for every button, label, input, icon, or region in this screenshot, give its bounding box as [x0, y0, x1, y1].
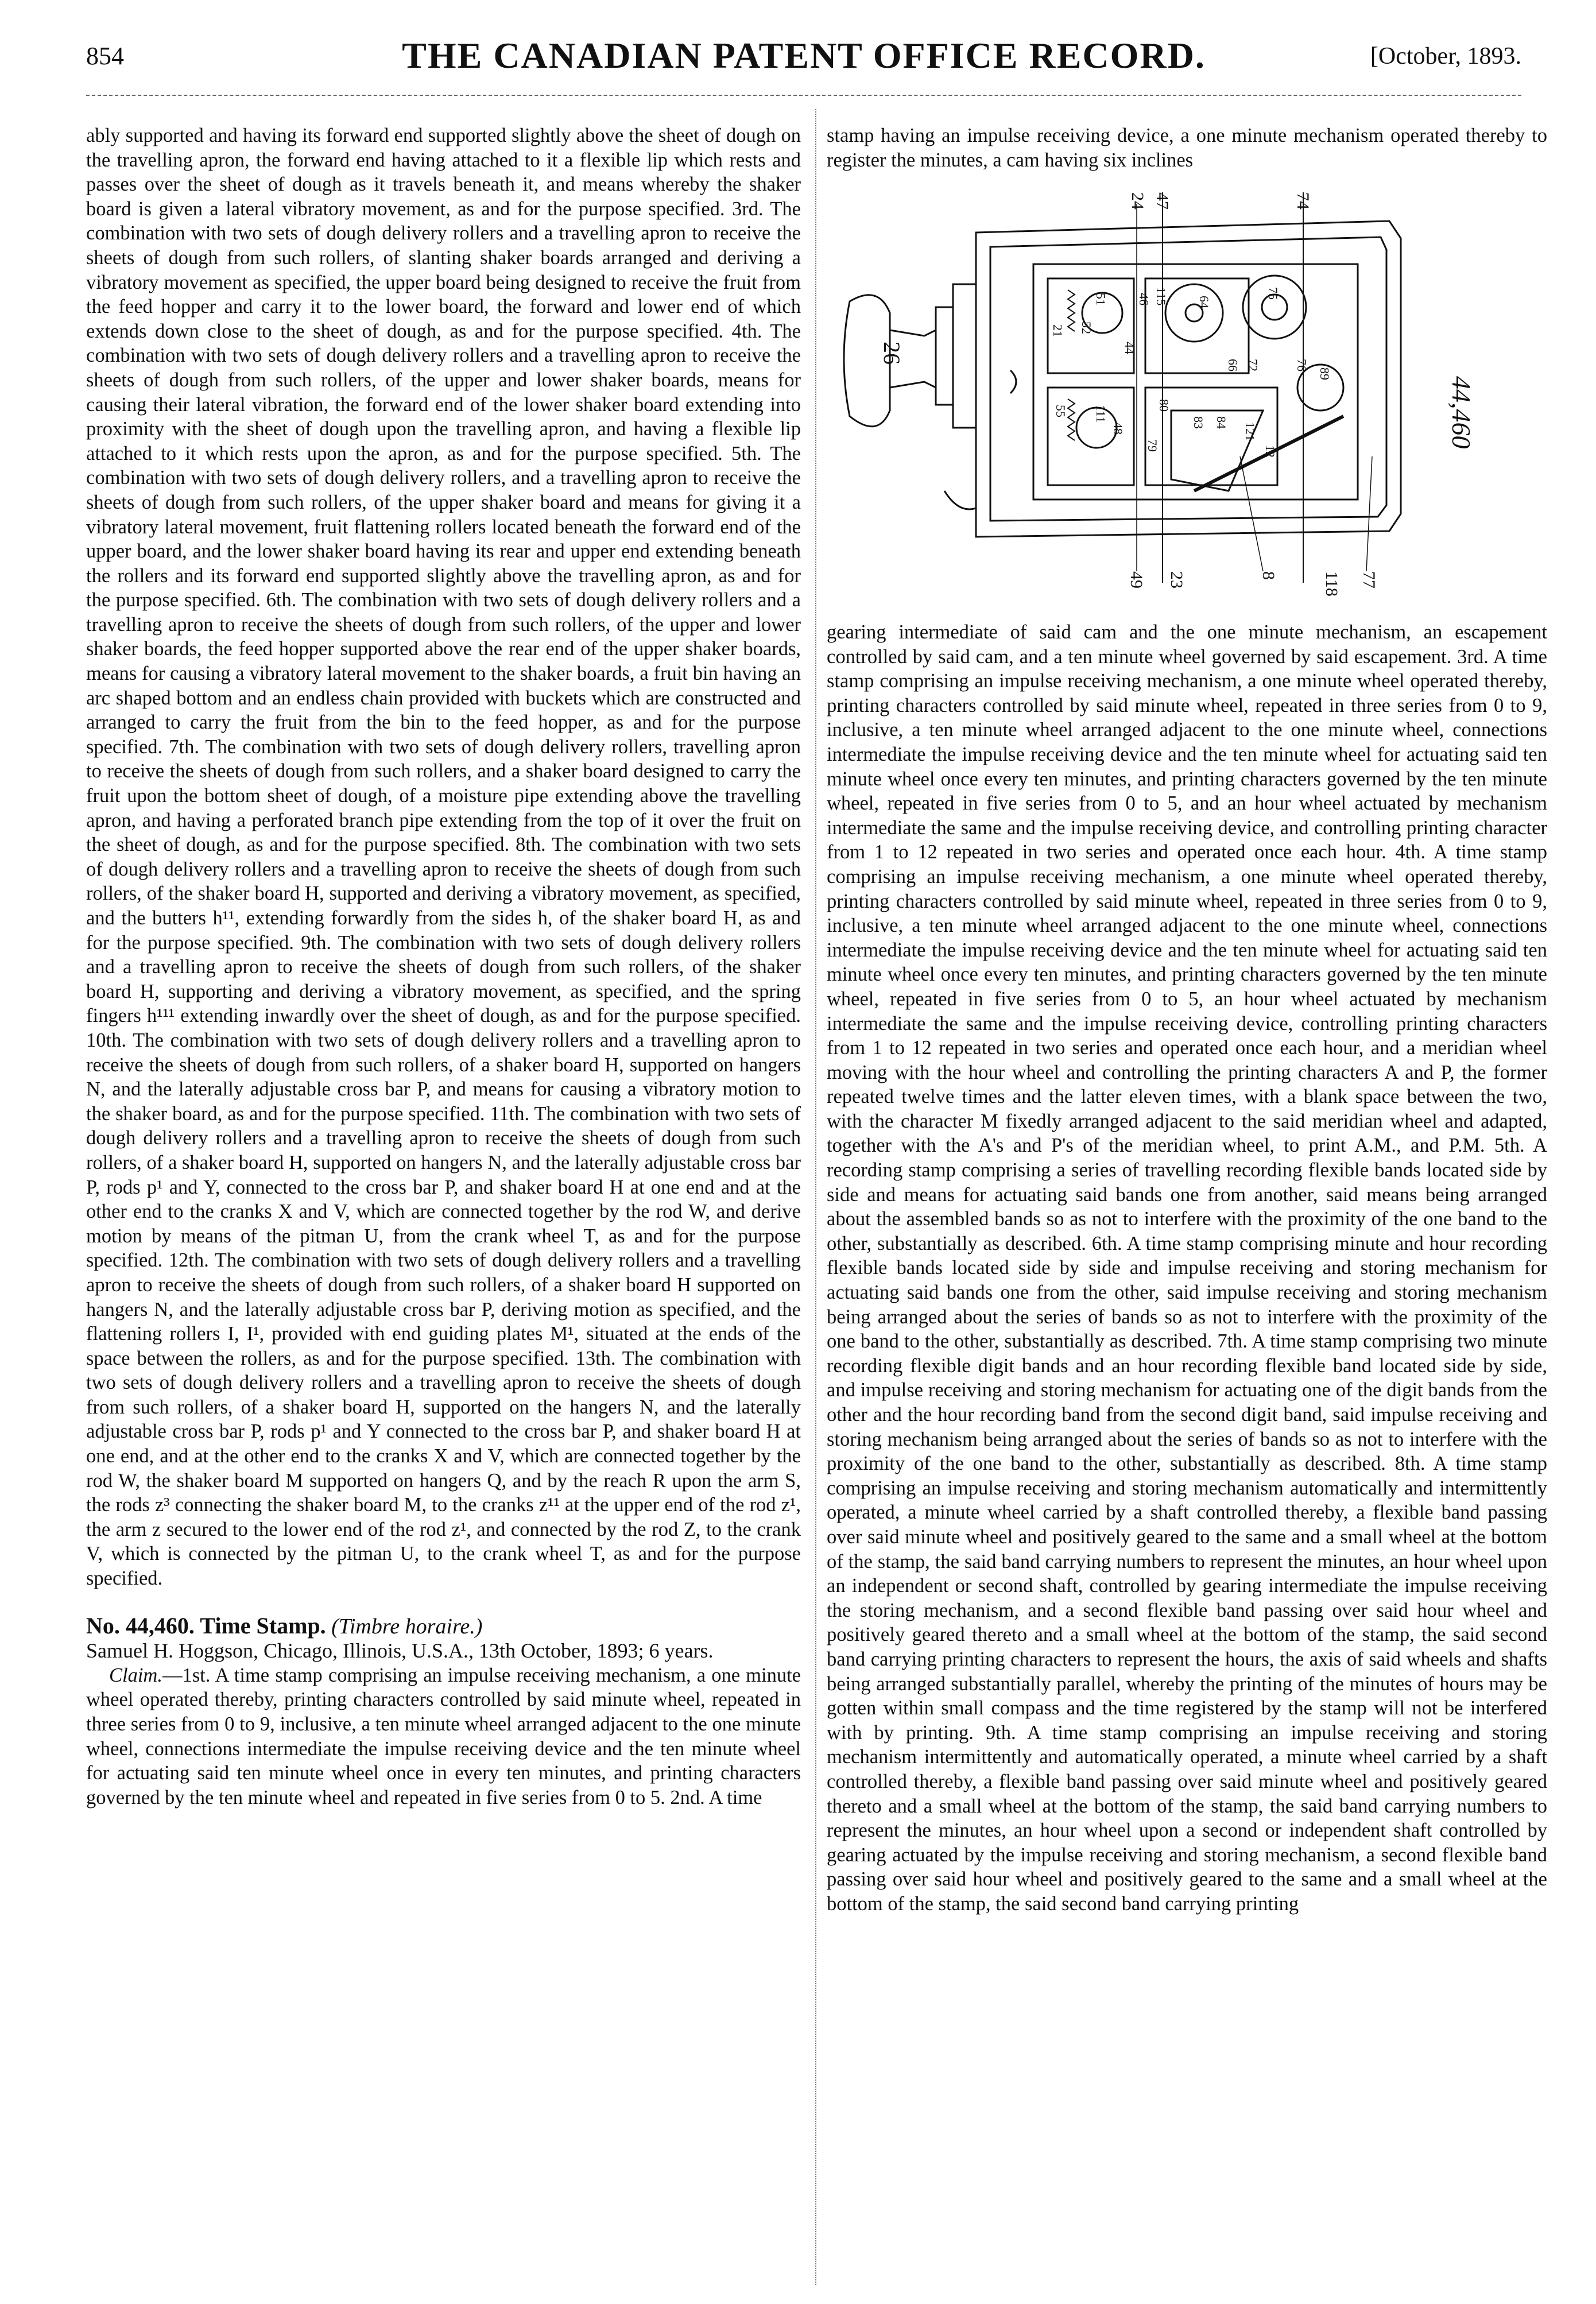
gear-75	[1243, 276, 1306, 339]
spring	[1010, 370, 1016, 393]
fig-inner-80: 80	[1157, 399, 1171, 412]
fig-inner-55: 55	[1053, 405, 1068, 417]
spring-coil-a	[1068, 290, 1075, 331]
column-divider	[815, 109, 816, 2285]
time-stamp-drawing	[827, 169, 1547, 606]
fig-inner-84: 84	[1214, 416, 1229, 429]
fig-inner-66: 66	[1226, 359, 1240, 371]
fig-label-49: 49	[1127, 571, 1146, 588]
gear-box-lower-left	[1048, 388, 1134, 485]
fig-inner-89: 89	[1318, 367, 1332, 380]
patent-title-french: (Timbre horaire.)	[331, 1614, 483, 1639]
fig-inner-21: 21	[1051, 324, 1065, 337]
header-rule	[86, 95, 1521, 96]
patent-title: Time Stamp.	[200, 1612, 326, 1639]
fig-label-74: 74	[1293, 192, 1312, 210]
publication-title: THE CANADIAN PATENT OFFICE RECORD.	[402, 35, 1206, 76]
housing-outline	[976, 221, 1401, 537]
right-column-top	[827, 123, 1547, 172]
right-column-main	[827, 620, 1547, 1916]
patent-heading	[86, 1614, 801, 1639]
cord	[944, 491, 976, 509]
claims-continued-text: ably supported and having its forward end supported slightly above the sheet of dough on the travelling apron, the forward end having attached to it a flexible lip which rests and passes over the sheet of dough as it travels beneath it, and means whereby the shaker board is given a lateral vibratory movement, as and for the purpose specified. 3rd. The combination with two sets of dough delivery rollers and a travelling apron to receive the sheets of dough from such rollers, of slanting shaker boards arranged and deriving a vibratory movement as specified, the upper board being designed to receive the fruit from the feed hopper and carry it to the lower board, the forward and lower end of which extends down close to the sheet of dough, as and for the purpose specified. 4th. The combination with two sets of dough delivery rollers and a travelling apron to receive the sheets of dough from such rollers, of the upper and lower shaker boards, means for causing their lateral vibration, the forward end of the lower shaker board extending into proximity with the sheet of dough upon the travelling apron, and having a flexible lip attached to it which rests upon the apron, as and for the purpose specified. 5th. The combination with two sets of dough delivery rollers, and a travelling apron to receive the sheets of dough from such rollers, of the upper shaker board and means for giving it a vibratory lateral movement, fruit flattening rollers located beneath the forward end of the upper board, and the lower shaker board having its rear and upper end extending beneath the rollers and its forward end supported slightly above the travelling apron, as and for the purpose specified. 6th. The combination with two sets of dough delivery rollers and a travelling apron to receive the sheets of dough from such rollers, of the upper and lower shaker boards, the feed hopper supported above the rear end of the upper shaker boards, means for causing a vibratory lateral movement to the shaker boards, a fruit bin having an arc shaped bottom and an endless chain provided with buckets which are constructed and arranged to carry the fruit from the bin to the feed hopper, as and for the purpose specified. 7th. The combination with two sets of dough delivery rollers, travelling apron to receive the sheets of dough from such rollers, and a shaker board designed to carry the fruit upon the bottom sheet of dough, of a moisture pipe extending above the travelling apron, and having a perforated branch pipe extending from the top of it over the fruit on the sheet of dough, as and for the purpose specified. 8th. The combination with two sets of dough delivery rollers and a travelling apron to receive the sheets of dough from such rollers, of the shaker board H, supported and deriving a vibratory movement, as specified, and the butters h¹¹, extending forwardly from the sides h, of the shaker board H, as and for the purpose specified. 9th. The combination with two sets of dough delivery rollers and a travelling apron to receive the sheets of dough from such rollers, of the shaker board H, supporting and deriving a vibratory movement, as specified, and the spring fingers h¹¹¹ extending inwardly over the sheet of dough, as and for the purpose specified. 10th. The combination with two sets of dough delivery rollers and a travelling apron to receive the sheets of dough from such rollers, of a shaker board H, supported on hangers N, and the laterally adjustable cross bar P, and means for causing a vibratory motion to the shaker board, as and for the purpose specified. 11th. The combination with two sets of dough delivery rollers and a travelling apron to receive the sheets of dough from such rollers, of a shaker board H, supported on hangers N, and the laterally adjustable cross bar P, rods p¹ and Y, connected to the cross bar P, and shaker board H at one end and at the other end to the cranks X and V, which are connected together by the rod W, and derive motion by means of the pitman U, from the crank wheel T, as and for the purpose specified. 12th. The combination with two sets of dough delivery rollers and a travelling apron to receive the sheets of dough from such rollers, of a shaker board H supported on hangers N, and the laterally adjustable cross bar P, deriving motion as specified, and the flattening rollers I, I¹, provided with end guiding plates M¹, situated at the ends of the space between the rollers, as and for the purpose specified. 13th. The combination with two sets of dough delivery rollers and a travelling apron to receive the sheets of dough from such rollers, of a shaker board H, supported on the hangers N, and the laterally adjustable cross bar P, rods p¹ and Y connected to the cross bar P, and shaker board H at one end, and at the other end to the cranks X and V, which are connected together by the rod W, the shaker board M supported on hangers Q, and by the reach R upon the arm S, the rods z³ connecting the shaker board M, to the cranks z¹¹ at the upper end of the rod z¹, the arm z secured to the lower end of the rod z¹, and connected by the rod Z, to the crank V, which is connected by the pitman U, to the crank wheel T, as and for the purpose specified.	[86, 125, 801, 1590]
fig-inner-83: 83	[1191, 416, 1206, 429]
housing-flange	[953, 284, 976, 428]
fig-label-23: 23	[1167, 571, 1186, 588]
fig-inner-12: 12	[1263, 445, 1277, 458]
fig-inner-48: 48	[1111, 422, 1125, 435]
fig-inner-115: 115	[1154, 287, 1168, 306]
claim-paragraph	[86, 1663, 801, 1810]
fig-handwritten-number: 44,460	[1447, 376, 1476, 449]
patent-number: No. 44,460.	[86, 1612, 195, 1639]
left-column	[86, 123, 801, 1810]
leader-77	[1366, 456, 1372, 571]
fig-inner-52: 52	[1079, 322, 1094, 334]
stem-collar	[936, 307, 953, 405]
issue-date: [October, 1893.	[1370, 43, 1521, 69]
claim-label: Claim.	[109, 1664, 162, 1686]
right-top-text: stamp having an impulse receiving device, a one minute mechanism operated thereby to register the minutes, a cam having six inclines	[827, 125, 1547, 171]
patentee-line: Samuel H. Hoggson, Chicago, Illinois, U.S.A., 13th October, 1893; 6 years.	[86, 1639, 714, 1663]
mechanism-frame	[1033, 264, 1358, 499]
fig-inner-75: 75	[1266, 287, 1280, 300]
spring-coil-b	[1068, 399, 1075, 440]
fig-label-26: 26	[879, 342, 905, 365]
fig-label-24: 24	[1128, 192, 1147, 210]
fig-label-8: 8	[1259, 571, 1278, 580]
fig-inner-111: 111	[1094, 405, 1108, 423]
leader-8	[1240, 456, 1263, 571]
fig-inner-79: 79	[1145, 439, 1160, 452]
fig-label-77: 77	[1359, 571, 1378, 588]
patent-figure	[827, 169, 1547, 606]
fig-inner-72: 72	[1246, 359, 1260, 371]
fig-inner-51: 51	[1094, 293, 1108, 305]
gear-64	[1165, 284, 1223, 342]
fig-label-118: 118	[1322, 571, 1341, 597]
fig-inner-46: 46	[1137, 293, 1151, 305]
fig-label-47: 47	[1153, 192, 1172, 210]
fig-inner-64: 64	[1197, 296, 1211, 308]
page-header	[86, 34, 1521, 80]
fig-inner-44: 44	[1122, 342, 1137, 354]
right-main-text: gearing intermediate of said cam and the one minute mechanism, an escapement controlled by said cam, and a ten minute wheel governed by said escapement. 3rd. A time stamp comprising an impulse receiving mechanism, a one minute wheel operated thereby, printing characters controlled by said minute wheel, repeated in three series from 0 to 9, inclusive, a ten minute wheel arranged adjacent to the one minute wheel, connections intermediate the impulse receiving device and the ten minute wheel for actuating said ten minute wheel once every ten minutes, and printing characters governed by the ten minute wheel, repeated in five series from 0 to 5, and an hour wheel actuated by mechanism intermediate the same and the impulse receiving device, and controlling printing character from 1 to 12 repeated in two series and operated once each hour. 4th. A time stamp comprising an impulse receiving mechanism, a one minute wheel operated thereby, printing characters controlled by said minute wheel, repeated in three series from 0 to 9, inclusive, a ten minute wheel arranged adjacent to the one minute wheel, connections intermediate the impulse receiving device and the ten minute wheel for actuating said ten minute wheel once every ten minutes, and printing characters governed by the ten minute wheel, repeated in five series from 0 to 5, an hour wheel actuated by mechanism intermediate the same and the impulse receiving device, controlling printing characters from 1 to 12 repeated in two series and operated once each hour, and a meridian wheel moving with the hour wheel and controlling the printing characters A and P, the former repeated twelve times and the latter eleven times, with a blank space between the two, with the character M fixedly arranged adjacent to the said meridian wheel and adapted, together with the A's and P's of the meridian wheel, to print A.M., and P.M. 5th. A recording stamp comprising a series of travelling recording flexible bands located side by side and means for actuating said bands one from another, said means being arranged about the assembled bands so as not to interfere with the proximity of the one band to the other, substantially as described. 6th. A time stamp comprising minute and hour recording flexible bands located side by side and impulse receiving and storing mechanism for actuating said bands one from the other, said impulse receiving and storing mechanism being arranged about the series of bands so as not to interfere with the proximity of the one band to the other, substantially as described. 7th. A time stamp comprising two minute recording flexible digit bands and an hour recording flexible band located side by side, and impulse receiving and storing mechanism for actuating one of the digit bands from the other and the hour recording band from the second digit band, said impulse receiving and storing mechanism being arranged about the series of bands so as not to interfere with the proximity of the one band to the other, substantially as described. 8th. A time stamp comprising an impulse receiving and storing mechanism automatically and intermittently operated, a minute wheel carried by a shaft controlled thereby, a flexible band passing over said minute wheel and positively geared to the same and a small wheel at the bottom of the stamp, the said band carrying numbers to represent the minutes, an hour wheel upon an independent or second shaft, controlled by gearing intermediate the impulse receiving the storing mechanism, and a second flexible band passing over said hour wheel and positively geared thereto and a small wheel at the bottom of the stamp, the said second band carrying printing characters to represent the hours, the axis of said wheels and shafts being arranged substantially parallel, whereby the printing of the minutes of hours may be gotten within small compass and the time registered by the stamp will not be interfered with by printing. 9th. A time stamp comprising an impulse receiving and storing mechanism intermittently and automatically operated, a minute wheel carried by a shaft controlled thereby, a flexible band passing over said minute wheel and positively geared thereto and a small wheel at the bottom of the stamp, the said band carrying numbers to represent the minutes, an hour wheel upon a second or independent shaft controlled by gearing actuated by the impulse receiving and storing mechanism, a second flexible band passing over said hour wheel and positively geared to the same and a small wheel at the bottom of the stamp, the said second band carrying printing	[827, 621, 1547, 1915]
fig-inner-76: 76	[1295, 359, 1309, 371]
claim-intro-text: —1st. A time stamp comprising an impulse receiving mechanism, a one minute wheel operated thereby, printing characters controlled by said minute wheel, repeated in three series from 0 to 9, inclusive, a ten minute wheel arranged adjacent to the one minute wheel, connections intermediate the impulse receiving device and the ten minute wheel for actuating said ten minute wheel once in every ten minutes, and printing characters governed by the ten minute wheel and repeated in five series from 0 to 5. 2nd. A time	[86, 1664, 801, 1809]
page-number: 854	[86, 42, 124, 70]
fig-inner-121: 121	[1243, 422, 1257, 441]
